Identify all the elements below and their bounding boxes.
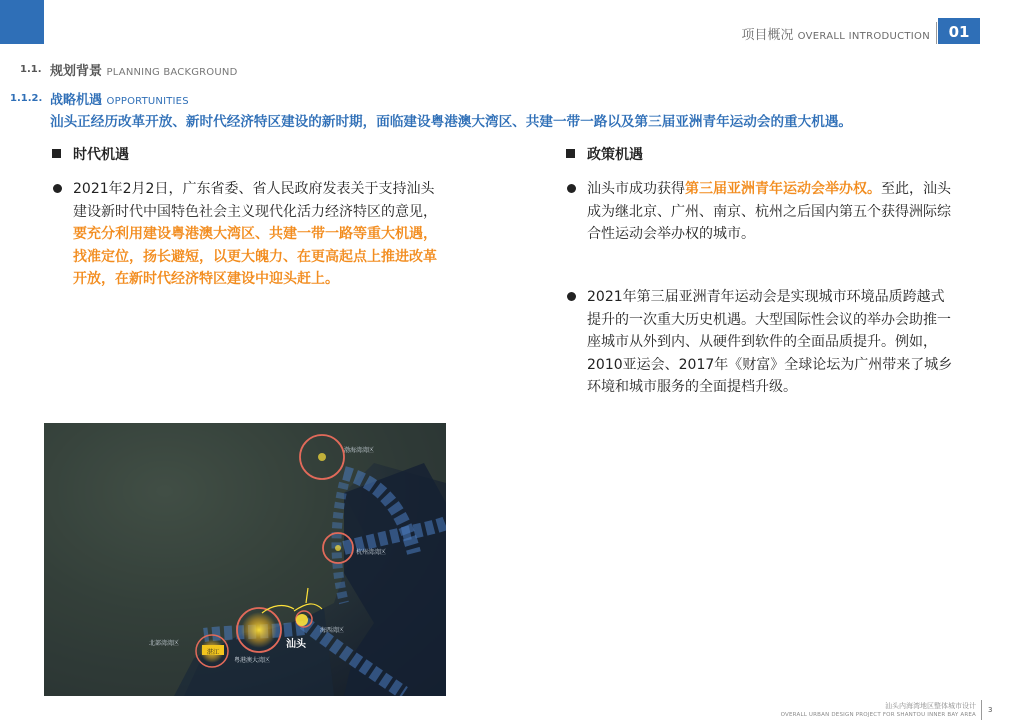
label-gba: 粤港澳大湾区	[234, 657, 271, 664]
label-beibu: 北部湾湾区	[149, 640, 180, 647]
label-zhanjiang: 湛江	[207, 649, 220, 656]
section-1-1-2-title	[50, 89, 189, 108]
section-1-1-2-title-en: OPPORTUNITIES	[106, 96, 189, 107]
corner-accent-block	[0, 0, 44, 44]
header-title	[742, 24, 930, 43]
right-bullet-1-text-b: 至此，汕头成为继北京、广州、南京、杭州之后国内第五个获得洲际综合性运动会举办权的城市。	[587, 181, 951, 242]
section-1-1-title	[50, 60, 237, 79]
round-bullet-icon	[53, 184, 62, 193]
right-bullet-2	[587, 286, 957, 399]
label-hangzhou: 杭州湾湾区	[356, 549, 387, 556]
section-1-1-2-number: 1.1.2.	[10, 93, 43, 104]
header-title-cn: 项目概况	[741, 28, 794, 43]
left-bullet-1-highlight: 要充分利用建设粤港澳大湾区、共建一带一路等重大机遇，找准定位，扬长避短，以更大魄力、在更高起点上推进改革开放，在新时代经济特区建设中迎头赶上。	[73, 226, 437, 287]
left-column-heading	[52, 144, 129, 164]
footer-title-en: OVERALL URBAN DESIGN PROJECT FOR SHANTOU INNER BAY AREA	[780, 712, 976, 718]
label-west-coast: 海西湾区	[320, 627, 345, 634]
square-bullet-icon	[52, 149, 61, 158]
section-1-1-number: 1.1.	[20, 64, 42, 75]
satellite-map	[44, 423, 446, 696]
right-bullet-1-text-a: 汕头市成功获得	[587, 181, 685, 197]
footer-title-cn: 汕头内海湾地区整体城市设计	[885, 702, 976, 710]
right-bullet-1-highlight: 第三届亚洲青年运动会举办权。	[685, 181, 881, 197]
round-bullet-icon	[567, 292, 576, 301]
footer-divider	[981, 700, 982, 720]
right-heading-text: 政策机遇	[587, 147, 643, 163]
left-bullet-1-text: 2021年2月2日，广东省委、省人民政府发表关于支持汕头建设新时代中国特色社会主义现代化活力经济特区的意见，	[73, 181, 437, 220]
right-bullet-2-text: 2021年第三届亚洲青年运动会是实现城市环境品质跨越式提升的一次重大历史机遇。大型国际性会议的举办会助推一座城市从外到内、从硬件到软件的全面品质提升。例如，2010亚运会、2017年《财富》全球论坛为广州带来了城乡环境和城市服务的全面提档升级。	[587, 289, 953, 395]
header-divider	[936, 22, 937, 44]
footer-page-number: 3	[988, 706, 993, 714]
square-bullet-icon	[566, 149, 575, 158]
headline: 汕头正经历改革开放、新时代经济特区建设的新时期，面临建设粤港澳大湾区、共建一带一路以及第三届亚洲青年运动会的重大机遇。	[50, 114, 853, 130]
section-1-1-title-cn: 规划背景	[50, 64, 103, 79]
label-bohai: 渤海湾湾区	[344, 447, 375, 454]
round-bullet-icon	[567, 184, 576, 193]
right-bullet-1	[587, 178, 957, 246]
left-heading-text: 时代机遇	[73, 147, 129, 163]
left-bullet-1	[73, 178, 445, 291]
section-number-badge: 01	[938, 18, 980, 44]
header-title-en: OVERALL INTRODUCTION	[797, 31, 930, 42]
label-shantou: 汕头	[286, 639, 306, 650]
section-1-1-2-title-cn: 战略机遇	[50, 93, 103, 108]
section-1-1-title-en: PLANNING BACKGROUND	[106, 67, 238, 78]
right-column-heading	[566, 144, 643, 164]
